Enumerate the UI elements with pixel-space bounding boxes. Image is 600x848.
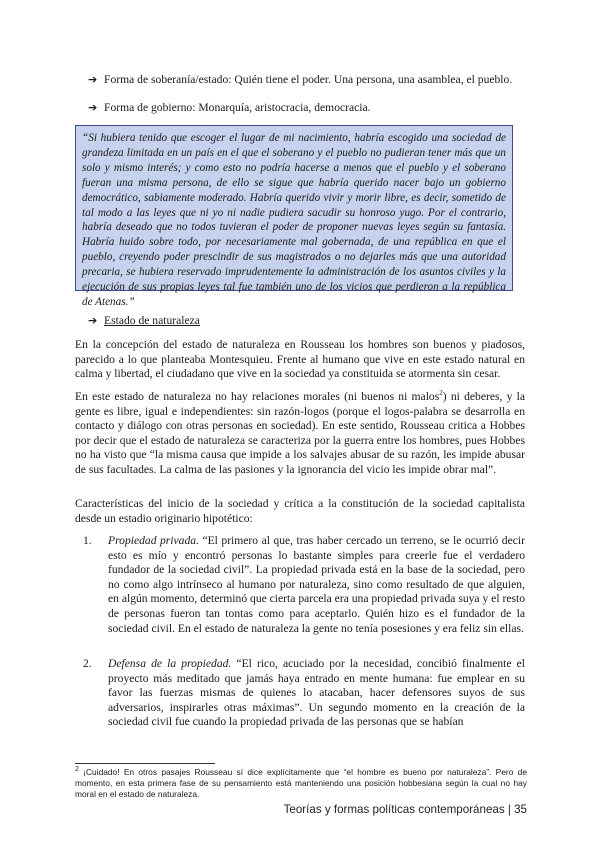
footnote-ref: 2: [439, 389, 443, 398]
bullet-estado-naturaleza: [88, 314, 544, 328]
list-item-propiedad-privada: [75, 534, 525, 636]
list-item-defensa-propiedad: [75, 657, 525, 730]
list-item-text: “El primero al que, tras haber cercado un terreno, se le ocurrió decir esto es mío y encontró personas lo bastante simples para creerle fue el verdadero fundador de la sociedad civil”. La propiedad privada está en la base de la sociedad, pero no como algo intrínseco al humano por naturaleza, sino como resultado de que alguien, en algún momento, determinó que cierta parcela era una propiedad privada suya y el resto de personas fueron tan tontas como para aceptarlo. Quién hizo es el fundador de la sociedad civil. En el estado de naturaleza la gente no tenía posesiones y era feliz sin ellas.: [108, 534, 525, 635]
page-footer: Teorías y formas políticas contemporáneas | 35: [283, 803, 527, 816]
quote-box: “Si hubiera tenido que escoger el lugar de mi nacimiento, habría escogido una sociedad de grandeza limitada en un país en el que el soberano y el pueblo no pudieran tener más que un solo y mismo interés; y como esto no podría hacerse a menos que el pueblo y el soberano fueran una misma persona, de ello se sigue que habría querido nacer bajo un gobierno democrático, sabiamente moderado. Habría querido vivir y morir libre, es decir, sometido de tal modo a las leyes que ni yo ni nadie pudiera sacudir su honroso yugo. Por el contrario, habría deseado que no todos tuvieran el poder de proponer nuevas leyes según su fantasía. Habría huido sobre todo, por necesariamente mal gobernada, de una república en que el pueblo, creyendo poder prescindir de sus magistrados o no dejarles más que una autoridad precaria, se hubiera reservado imprudentemente la administración de los asuntos civiles y la ejecución de sus propias leyes tal fue también uno de los vicios que perdieron a la república de Atenas.”: [75, 125, 513, 291]
bullet-soberania: ➔ Forma de soberanía/estado: Quién tiene el poder. Una persona, una asamblea, el pueblo.: [88, 73, 513, 86]
list-number: 1.: [83, 534, 92, 547]
list-item-text: “El rico, acuciado por la necesidad, concibió finalmente el proyecto más meditado que jamás haya entrado en mente humana: fue emplear en su favor las fuerzas mismas de quienes lo atacaban, hacer defensores suyos de sus adversarios, inspirarles otras máximas”. Un segundo momento en la creación de la sociedad civil fue cuando la propiedad privada de las personas que se habían: [108, 657, 525, 729]
list-item-title: Defensa de la propiedad.: [108, 657, 232, 670]
paragraph-1: En la concepción del estado de naturaleza en Rousseau los hombres son buenos y piadosos, parecido a lo que planteaba Montesquieu. Frente al humano que vive en este estado natural en calma y libertad, el ciudadano que vive en la sociedad ya constituida se atormenta sin cesar.: [75, 338, 525, 380]
arrow-icon: ➔: [88, 314, 98, 327]
bullet-gobierno: ➔ Forma de gobierno: Monarquía, aristocracia, democracia.: [88, 101, 371, 114]
footnote-divider: [75, 763, 215, 764]
paragraph-3: Características del inicio de la sociedad y crítica a la constitución de la sociedad capitalista desde un estadio originario hipotético:: [75, 497, 525, 525]
list-number: 2.: [83, 657, 92, 670]
arrow-icon: ➔: [88, 73, 98, 86]
footnote-mark: 2: [75, 766, 79, 774]
list-item-title: Propiedad privada.: [108, 534, 199, 547]
arrow-icon: ➔: [88, 101, 98, 114]
paragraph-2: En este estado de naturaleza no hay relaciones morales (ni buenos ni malos$^2$) ni deberes, y la gente es libre, igual e independientes: sin razón-logos (porque el logos-palabra se desarrolla en contacto y diálogo con otras personas en sociedad). En este sentido, Rousseau critica a Hobbes por decir que el estado de naturaleza se caracteriza por la guerra entre los hombres, pues Hobbes no ha visto que “la misma causa que impide a los salvajes abusar de su razón, les impide abusar de sus facultades. La calma de las pasiones y la ignorancia del vicio les impide obrar mal”.: [75, 389, 525, 476]
footnote: $^2$ ¡Cuidado! En otros pasajes Rousseau sí dice explícitamente que “el hombre es bueno por naturaleza”. Pero de momento, en esta primera fase de su pensamiento está manteniendo una posición hobbesiana según la cual no hay moral en el estado de naturaleza.: [75, 766, 527, 799]
section-heading: Estado de naturaleza: [104, 314, 200, 327]
